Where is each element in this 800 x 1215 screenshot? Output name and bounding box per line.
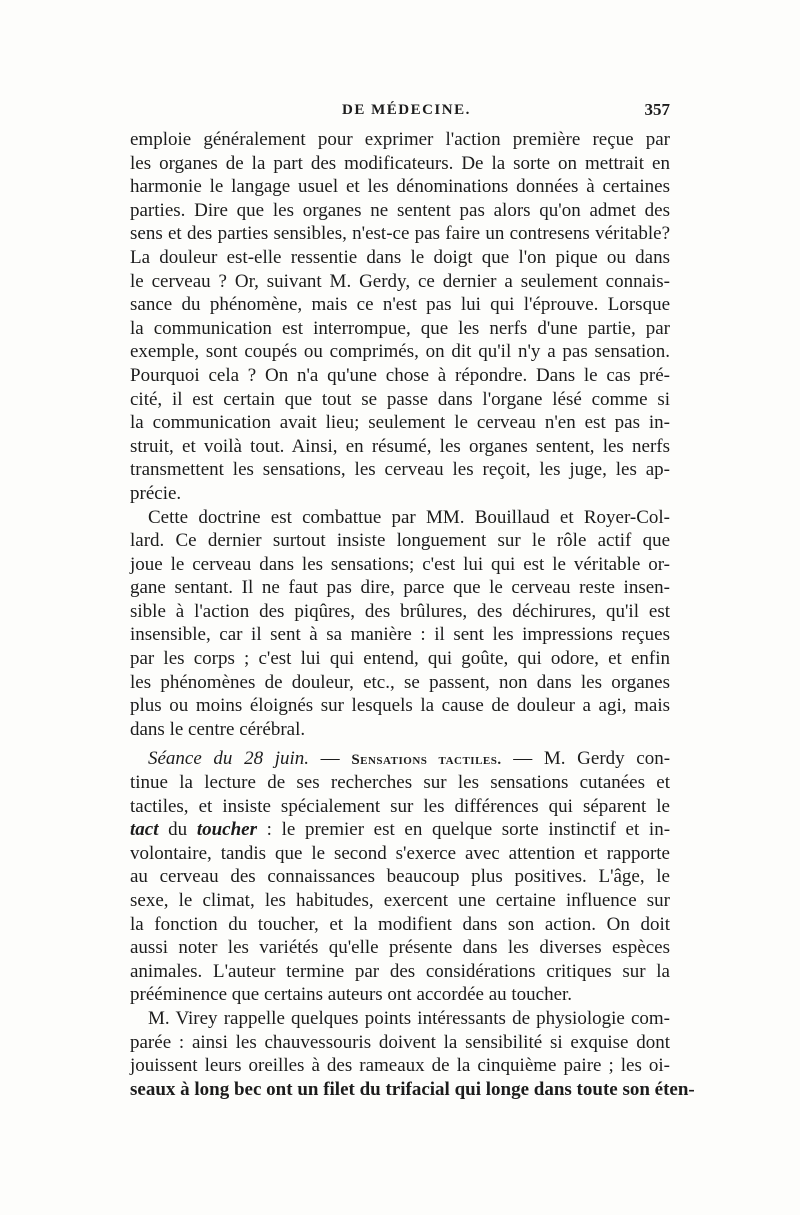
body-text — [130, 128, 695, 1101]
tact-toucher-line — [130, 818, 670, 842]
running-title: DE MÉDECINE. — [342, 102, 471, 118]
section-title: Sensations tactiles. — [351, 752, 502, 769]
text-line: volontaire, tandis que le second s'exerce avec attention et rapporte — [130, 842, 670, 864]
paragraph-2 — [130, 506, 670, 742]
text-line: prééminence que certains auteurs ont accordée au toucher. — [130, 984, 573, 1006]
text-line: parties. Dire que les organes ne sentent pas alors qu'on admet des — [130, 199, 670, 221]
text-fragment: M. Gerdy con- — [543, 748, 671, 770]
text-line: tactiles, et insiste spécialement sur les différences qui séparent le — [130, 795, 670, 817]
text-line: exemple, sont coupés ou comprimés, on dit qu'il n'y a pas sensation. — [130, 341, 670, 363]
paragraph-1 — [130, 128, 670, 506]
text-line: la fonction du toucher, et la modifient dans son action. On doit — [130, 913, 670, 935]
seance-label: Séance du — [148, 748, 233, 770]
text-fragment: : le premier est en quelque sorte instinctif et in- — [266, 819, 671, 841]
text-line: la communication est interrompue, que les nerfs d'une partie, par — [130, 317, 670, 339]
text-line: tinue la lecture de ses recherches sur les sensations cutanées et — [130, 772, 670, 794]
tact-term: tact — [130, 819, 159, 841]
text-line: plus ou moins éloignés sur lesquels la cause de douleur a agi, mais — [130, 695, 670, 717]
paragraph-4 — [130, 1007, 695, 1101]
text-line: sance du phénomène, mais ce n'est pas lui qui l'éprouve. Lorsque — [130, 294, 670, 316]
text-line: précie. — [130, 482, 182, 504]
text-line: gane sentant. Il ne faut pas dire, parce que le cerveau reste insen- — [130, 577, 670, 599]
text-line: le cerveau ? Or, suivant M. Gerdy, ce dernier a seulement connais- — [130, 270, 670, 292]
paragraph-3 — [130, 747, 670, 1007]
text-line: insensible, car il sent à sa manière : il sent les impressions reçues — [130, 624, 670, 646]
text-line: jouissent leurs oreilles à des rameaux de la cinquième paire ; les oi- — [130, 1055, 670, 1077]
text-fragment: du — [168, 819, 188, 841]
text-line: seaux à long bec ont un filet du trifacial qui longe dans toute son éten- — [130, 1078, 695, 1100]
page-number: 357 — [644, 100, 670, 119]
text-line: parée : ainsi les chauvessouris doivent la sensibilité si exquise dont — [130, 1031, 670, 1053]
text-line: cité, il est certain que tout se passe dans l'organe lésé comme si — [130, 388, 670, 410]
dash: — — [513, 748, 533, 770]
text-line: struit, et voilà tout. Ainsi, en résumé, les organes sentent, les nerfs — [130, 435, 670, 457]
text-line: joue le cerveau dans les sensations; c'est lui qui est le véritable or- — [130, 553, 670, 575]
seance-heading-line — [130, 747, 670, 771]
text-line: les organes de la part des modificateurs. De la sorte on mettrait en — [130, 152, 670, 174]
text-line: Pourquoi cela ? On n'a qu'une chose à répondre. Dans le cas pré- — [130, 364, 670, 386]
seance-date: 28 juin. — [244, 748, 310, 770]
text-line: harmonie le langage usuel et les dénominations données à certaines — [130, 176, 670, 198]
text-line: aussi noter les variétés qu'elle présente dans les diverses espèces — [130, 937, 670, 959]
text-line: M. Virey rappelle quelques points intéressants de physiologie com- — [148, 1007, 670, 1029]
text-line: la communication avait lieu; seulement le cerveau n'en est pas in- — [130, 412, 670, 434]
text-line: sexe, le climat, les habitudes, exercent une certaine influence sur — [130, 890, 670, 911]
text-line: sens et des parties sensibles, n'est-ce pas faire un contresens véritable? — [130, 223, 670, 245]
text-line: Cette doctrine est combattue par MM. Bouillaud et Royer-Col- — [148, 506, 670, 528]
page-header — [130, 98, 670, 128]
text-line: par les corps ; c'est lui qui entend, qui goûte, qui odore, et enfin — [130, 648, 670, 670]
text-line: dans le centre cérébral. — [130, 718, 306, 740]
text-line: transmettent les sensations, les cerveau les reçoit, les juge, les ap- — [130, 459, 670, 481]
dash: — — [320, 748, 340, 770]
text-line: animales. L'auteur termine par des considérations critiques sur la — [130, 960, 670, 982]
text-line: les phénomènes de douleur, etc., se passent, non dans les organes — [130, 671, 670, 693]
text-line: lard. Ce dernier surtout insiste longuement sur le rôle actif que — [130, 530, 670, 552]
text-line: au cerveau des connaissances beaucoup plus positives. L'âge, le — [130, 866, 670, 888]
toucher-term: toucher — [196, 819, 257, 841]
text-line: La douleur est-elle ressentie dans le doigt que l'on pique ou dans — [130, 246, 670, 268]
text-line: emploie généralement pour exprimer l'action première reçue par — [130, 129, 670, 150]
text-line: sible à l'action des piqûres, des brûlures, des déchirures, qu'il est — [130, 600, 670, 622]
